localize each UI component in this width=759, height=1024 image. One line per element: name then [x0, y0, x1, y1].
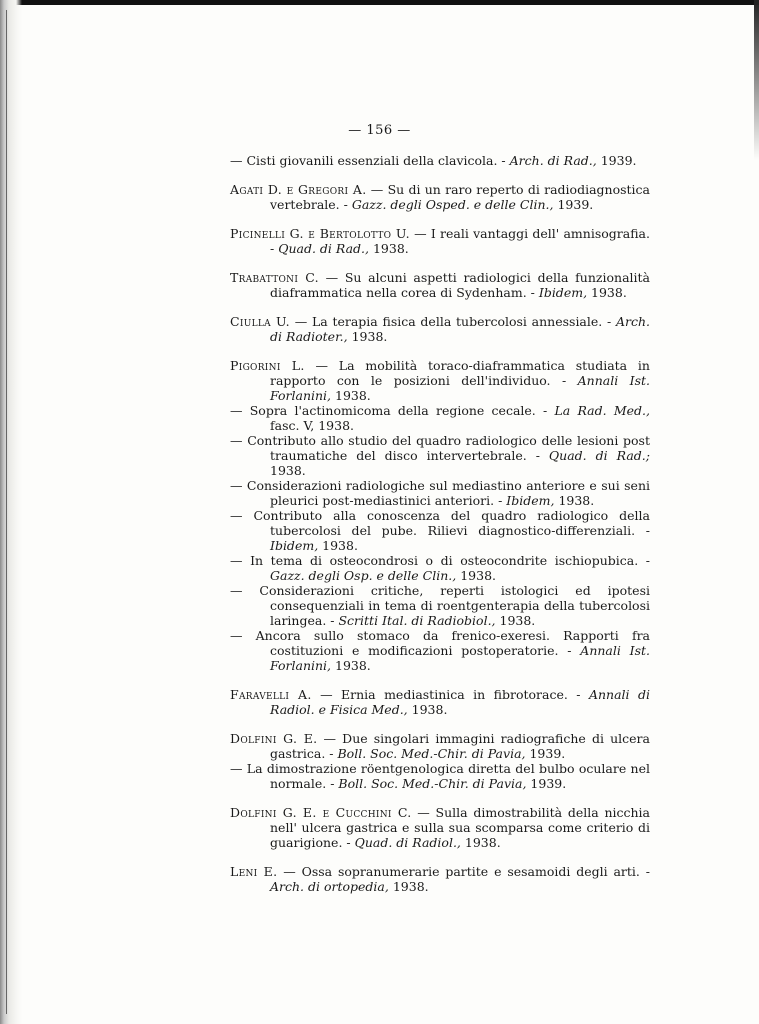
bibliography-entry	[230, 358, 650, 673]
citation-title: — I reali vantaggi dell' amnisografia. -	[270, 226, 650, 256]
citation-source: Arch. di Radioter.,	[270, 314, 650, 344]
citation	[230, 403, 650, 433]
citation-source: Gazz. degli Osp. e delle Clin.,	[270, 568, 457, 583]
citation-source: Quad. di Radiol.,	[354, 835, 461, 850]
citation-source: Scritti Ital. di Radiobiol.,	[338, 613, 496, 628]
citation-year: 1938.	[322, 538, 358, 553]
citation-title: — Due singolari immagini radiografiche di ulcera gastrica. -	[270, 731, 650, 761]
citation-source: Ibidem,	[270, 538, 319, 553]
citation	[230, 583, 650, 628]
citation-title: — La mobilità toraco-diaframmatica studiata in rapporto con le posizioni dell'individuo. -	[270, 358, 650, 388]
citation-year: 1939.	[529, 746, 566, 761]
citation	[230, 182, 650, 212]
bibliography-entry	[230, 314, 650, 344]
citation-source: Ibidem,	[538, 285, 588, 300]
citation	[230, 226, 650, 256]
citation-year: 1938.	[591, 285, 627, 300]
citation-year: 1938.	[335, 388, 371, 403]
citation-source: Gazz. degli Osped. e delle Clin.,	[351, 197, 554, 212]
citation-author: Ciulla U.	[230, 314, 290, 329]
citation-title: — Su di un raro reperto di radiodiagnostica vertebrale. -	[270, 182, 650, 212]
citation-year: 1938.	[558, 493, 595, 508]
citation-source: Quad. di Rad.;	[548, 448, 650, 463]
citation-source: La Rad. Med.,	[554, 403, 650, 418]
bibliography-entry	[230, 226, 650, 256]
citation	[230, 508, 650, 553]
citation	[230, 864, 650, 894]
citation-author: Leni E.	[230, 864, 278, 879]
bibliography-entry	[230, 182, 650, 212]
citation	[230, 553, 650, 583]
bibliography-entry	[230, 805, 650, 850]
citation	[230, 731, 650, 761]
citation-year: 1938.	[351, 329, 388, 344]
citation-title: — La dimostrazione röentgenologica diretta del bulbo oculare nel normale. -	[230, 761, 650, 791]
citation-title: — Sulla dimostrabilità della nicchia nell' ulcera gastrica e sulla sua scomparsa come criterio di guarigione. -	[270, 805, 650, 850]
bibliography-entry	[230, 864, 650, 894]
citation-source: Arch. di Rad.,	[509, 153, 597, 168]
citation-year: 1938.	[392, 879, 429, 894]
citation-year: 1938.	[270, 463, 306, 478]
citation-source: Annali Ist. Forlanini,	[270, 643, 651, 673]
citation	[230, 761, 650, 791]
citation-year: 1938.	[411, 702, 448, 717]
citation-author: Agati D. e Gregori A.	[230, 182, 367, 197]
bibliography-list	[230, 153, 650, 908]
citation-title: — Contributo alla conoscenza del quadro radiologico della tubercolosi del pube. Rilievi diagnostico-differenziali. -	[230, 508, 650, 538]
citation	[230, 314, 650, 344]
bibliography-entry	[230, 153, 650, 168]
citation-title: — Contributo allo studio del quadro radiologico delle lesioni post traumatiche del disco intervertebrale. -	[230, 433, 650, 463]
citation-title: — Considerazioni critiche, reperti istologici ed ipotesi consequenziali in tema di roentgenterapia della tubercolosi laringea. -	[230, 583, 650, 628]
citation-year: 1939.	[557, 197, 594, 212]
bibliography-entry	[230, 687, 650, 717]
citation-source: Annali Ist. Forlanini,	[270, 373, 650, 403]
citation-source: Quad. di Rad.,	[278, 241, 369, 256]
citation-author: Picinelli G. e Bertolotto U.	[230, 226, 410, 241]
citation	[230, 153, 650, 168]
citation-title: — Sopra l'actinomicoma della regione cecale. -	[230, 403, 548, 418]
citation-author: Pigorini L.	[230, 358, 305, 373]
scan-top-edge	[0, 0, 759, 5]
citation-year: 1939.	[530, 776, 567, 791]
bibliography-entry	[230, 270, 650, 300]
citation	[230, 270, 650, 300]
citation	[230, 358, 650, 403]
citation-year: 1938.	[499, 613, 536, 628]
citation-title: — La terapia fisica della tubercolosi annessiale. -	[294, 314, 612, 329]
citation	[230, 478, 650, 508]
citation-year: 1938.	[460, 568, 497, 583]
citation-year: 1938.	[372, 241, 409, 256]
citation-author: Trabattoni C.	[230, 270, 319, 285]
citation	[230, 805, 650, 850]
citation-author: Faravelli A.	[230, 687, 312, 702]
citation-year: 1938.	[335, 658, 371, 673]
citation-year: fasc. V, 1938.	[270, 418, 355, 433]
citation-year: 1938.	[464, 835, 501, 850]
citation-author: Dolfini G. E. e Cucchini C.	[230, 805, 412, 820]
scan-binding-edge	[0, 0, 22, 1024]
citation-title: — Considerazioni radiologiche sul mediastino anteriore e sui seni pleurici post-mediastinici anteriori. -	[230, 478, 650, 508]
citation	[230, 687, 650, 717]
citation-source: Boll. Soc. Med.-Chir. di Pavia,	[337, 746, 526, 761]
bibliography-entry	[230, 731, 650, 791]
citation-author: Dolfini G. E.	[230, 731, 318, 746]
citation	[230, 433, 650, 478]
citation-title: — Su alcuni aspetti radiologici della funzionalità diaframmatica nella corea di Sydenham. -	[270, 270, 650, 300]
citation-title: — Ancora sullo stomaco da frenico-exeresi. Rapporti fra costituzioni e modificazioni postoperatorie. -	[230, 628, 650, 658]
citation-source: Ibidem,	[506, 493, 555, 508]
citation	[230, 628, 650, 673]
citation-source: Annali di Radiol. e Fisica Med.,	[270, 687, 650, 717]
citation-title: — Ossa sopranumerarie partite e sesamoidi degli arti. -	[283, 864, 650, 879]
citation-title: — Ernia mediastinica in fibrotorace. -	[320, 687, 581, 702]
page-number: — 156 —	[348, 123, 411, 138]
citation-title: — Cisti giovanili essenziali della clavicola. -	[230, 153, 506, 168]
citation-title: — In tema di osteocondrosi o di osteocondrite ischiopubica. -	[230, 553, 650, 568]
citation-year: 1939.	[600, 153, 637, 168]
citation-source: Arch. di ortopedia,	[270, 879, 389, 894]
citation-source: Boll. Soc. Med.-Chir. di Pavia,	[338, 776, 527, 791]
